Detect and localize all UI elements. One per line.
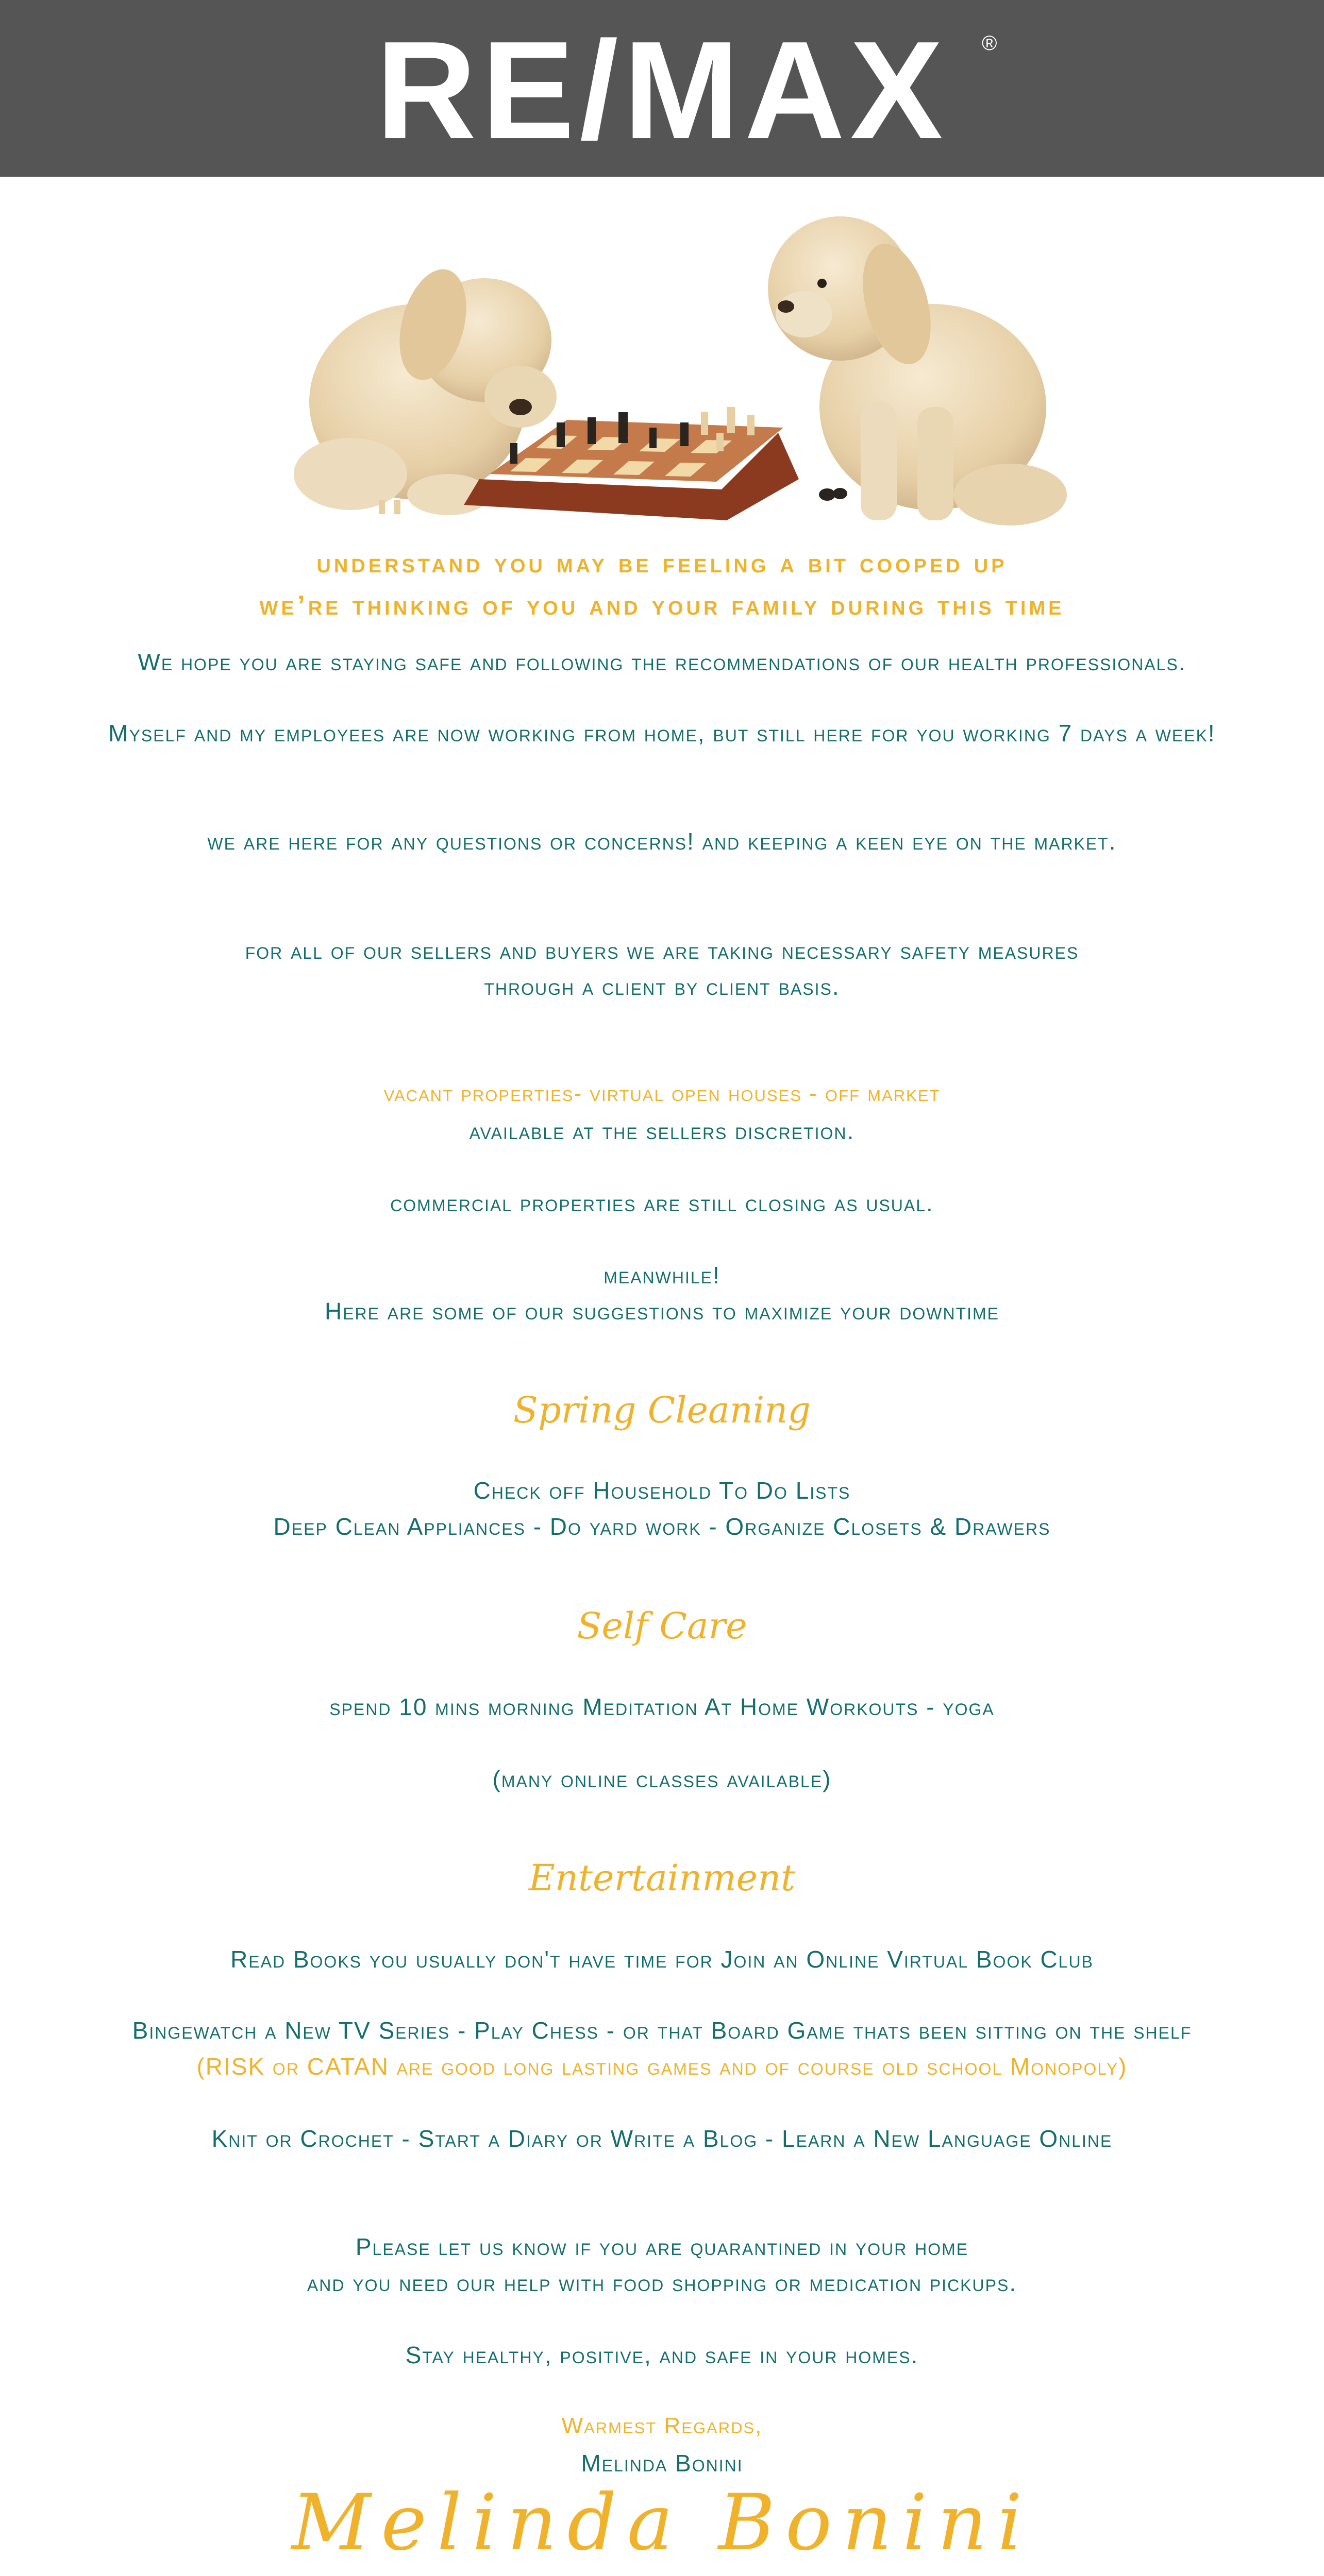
entertainment-line-4: Knit or Crochet - Start a Diary or Write a Blog - Learn a New Language Online: [211, 2125, 1113, 2152]
logo-text: RE/MAX: [376, 12, 948, 168]
commercial-properties-line: commercial properties are still closing as usual.: [390, 1190, 934, 1216]
headline-line-1: understand you may be feeling a bit cooped up: [316, 548, 1008, 579]
quarantine-line-2: and you need our help with food shopping or medication pickups.: [307, 2269, 1017, 2296]
stay-healthy-line: Stay healthy, positive, and safe in your homes.: [405, 2342, 919, 2368]
sellers-discretion-line: available at the sellers discretion.: [469, 1117, 855, 1144]
spring-line-1: Check off Household To Do Lists: [473, 1477, 851, 1504]
section-title-spring-cleaning: Spring Cleaning: [513, 1389, 811, 1431]
paragraph-safety-measures-2: through a client by client basis.: [484, 973, 840, 1000]
entertainment-line-1: Read Books you usually don't have time for Join an Online Virtual Book Club: [230, 1946, 1094, 1973]
entertainment-games-note: (RISK or CATAN are good long lasting games and of course old school Monopoly): [196, 2053, 1128, 2080]
section-title-self-care: Self Care: [577, 1605, 747, 1647]
paragraph-safety-measures-1: for all of our sellers and buyers we are taking necessary safety measures: [245, 937, 1079, 964]
puppies-chess-image: [278, 185, 1082, 536]
spring-line-2: Deep Clean Appliances - Do yard work - Organize Closets & Drawers: [273, 1513, 1051, 1540]
section-title-entertainment: Entertainment: [528, 1857, 796, 1899]
registered-mark: ®: [982, 32, 997, 55]
warmest-regards: Warmest Regards,: [561, 2413, 763, 2438]
vacant-properties-line: vacant properties- virtual open houses - off market: [383, 1081, 941, 1106]
handwritten-signature: Melinda Bonini: [291, 2478, 1033, 2568]
paragraph-questions: we are here for any questions or concerns! and keeping a keen eye on the market.: [207, 828, 1117, 855]
meanwhile-line: meanwhile!: [604, 1262, 720, 1289]
entertainment-line-2: Bingewatch a New TV Series - Play Chess - or that Board Game thats been sitting on the shelf: [132, 2017, 1192, 2044]
quarantine-line-1: Please let us know if you are quarantined in your home: [355, 2233, 969, 2260]
signer-name: Melinda Bonini: [581, 2450, 743, 2477]
paragraph-safety: We hope you are staying safe and following the recommendations of our health professionals.: [138, 649, 1186, 675]
selfcare-line-1: spend 10 mins morning Meditation At Home Workouts - yoga: [329, 1693, 995, 1720]
selfcare-line-2: (many online classes available): [492, 1766, 832, 1792]
paragraph-working-home: Myself and my employees are now working from home, but still here for you working 7 days a week!: [108, 720, 1216, 747]
suggestions-intro-line: Here are some of our suggestions to maximize your downtime: [324, 1298, 1000, 1325]
headline-line-2: we’re thinking of you and your family during this time: [259, 590, 1065, 621]
remax-logo: [0, 0, 1324, 177]
